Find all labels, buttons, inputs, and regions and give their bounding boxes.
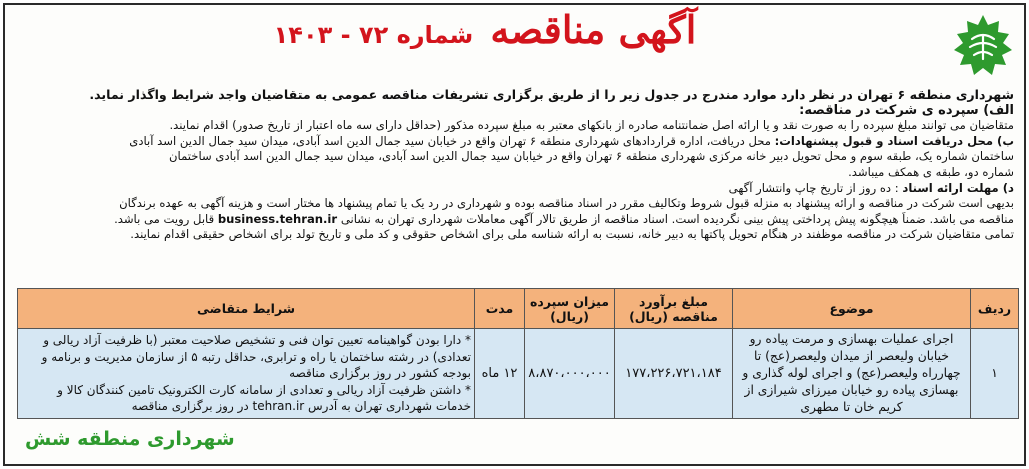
section-b-line3: شماره دو، طبقه ی همکف میباشد.	[848, 164, 1014, 179]
business-url-link[interactable]: business.tehran.ir	[217, 211, 338, 226]
header-conditions: شرایط متقاضی	[18, 289, 475, 329]
section-b-line2: ساختمان شماره یک، طبقه سوم و محل تحویل دبیر خانه مرکزی شهرداری منطقه ۶ تهران واقع در خیابان سید جمال الدین اسد آبادی، میدان سید جمال الدین اسد آبادی ساختمان	[169, 149, 1014, 164]
section-a-text: متقاضیان می توانند مبلغ سپرده را به صورت نقد و یا ارائه اصل ضمانتنامه صادره از بانکهای معتبر به مبلغ سپرده مذکور (حداقل دارای سه ماه اعتبار از تاریخ صدور) اقدام نمایند.	[169, 118, 1014, 133]
tender-table	[17, 288, 1019, 419]
tehran-municipality-logo-icon	[950, 13, 1016, 79]
notice-body	[17, 87, 1014, 243]
section-c-line	[17, 181, 1014, 197]
title-number: شماره ۷۲ - ۱۴۰۳	[273, 21, 474, 49]
header-subject: موضوع	[733, 289, 971, 329]
condition-1: * دارا بودن گواهینامه تعیین توان فنی و تشخیص صلاحیت معتبر (با ظرفیت آزاد ریالی و تعدادی) در رشته ساختمان یا راه و ترابری، حداقل رتبه ۵ از سازمان مدیریت و برنامه و بودجه کشور در روز برگزاری مناقصه	[41, 333, 471, 381]
section-b-text: محل دریافت، اداره قراردادهای شهرداری منطقه ۶ تهران واقع در خیابان سید جمال الدین اسد آبادی، میدان سید جمال الدین اسد آبادی	[129, 133, 771, 148]
para1-line2b: قابل رویت می باشد.	[114, 211, 215, 226]
title-main: آگهی مناقصه	[490, 7, 697, 52]
tender-notice	[3, 3, 1026, 466]
header-estimate: مبلغ برآورد مناقصه (ریال)	[615, 289, 733, 329]
table-header-row	[18, 289, 1019, 329]
cell-conditions	[18, 329, 475, 419]
cell-subject: اجرای عملیات بهسازی و مرمت پیاده رو خیابان ولیعصر از میدان ولیعصر(عج) تا چهارراه ولیعصر(عج) و اجرای لوله گذاری و بهسازی پیاده رو خیابان میرزای شیرازی از کریم خان تا مطهری	[733, 329, 971, 419]
section-a-title: الف) سپرده ی شرکت در مناقصه:	[799, 102, 1014, 118]
header-duration: مدت	[475, 289, 525, 329]
para1-line2	[17, 212, 1014, 228]
section-b-line1	[17, 134, 1014, 150]
header-deposit: میزان سپرده (ریال)	[525, 289, 615, 329]
table-row	[18, 329, 1019, 419]
para1-line1: بدیهی است شرکت در مناقصه و ارائه پیشنهاد به منزله قبول شروط وتکالیف مقرر در اسناد مناقصه بوده و شهرداری در رد یک یا تمام پیشنهاد ها مختار است و هزینه آگهی به عهده برندگان	[119, 196, 1014, 211]
section-b-title: ب) محل دریافت اسناد و قبول پیشنهادات:	[774, 133, 1014, 148]
condition-2: * داشتن ظرفیت آزاد ریالی و تعدادی از سامانه کارت الکترونیک تامین کنندگان کالا و خدمات شهرداری تهران به آدرس tehran.ir در روز برگزاری مناقصه	[57, 382, 471, 414]
cell-estimate: ۱۷۷،۲۲۶،۷۲۱،۱۸۴	[615, 329, 733, 419]
para2: تمامی متقاضیان شرکت در مناقصه موظفند در هنگام تحویل پاکتها به دبیر خانه، نسبت به ارائه شناسه ملی برای اشخاص حقوقی و کد ملی و تاریخ تولد برای اشخاص حقیقی اقدام نمایند.	[130, 227, 1014, 242]
notice-title	[205, 7, 765, 52]
footer-signature: شهرداری منطقه شش	[25, 428, 235, 450]
section-c-title: د) مهلت ارائه اسناد	[902, 180, 1014, 195]
section-c-text: : ده روز از تاریخ چاپ وانتشار آگهی	[728, 180, 899, 195]
cell-row: ۱	[971, 329, 1019, 419]
cell-deposit: ۸،۸۷۰،۰۰۰،۰۰۰	[525, 329, 615, 419]
intro-paragraph: شهرداری منطقه ۶ تهران در نظر دارد موارد مندرج در جدول زیر را از طریق برگزاری تشریفات مناقصه عمومی به متقاضیان واجد شرایط واگذار نماید.	[89, 87, 1014, 102]
para1-line2a: مناقصه می باشد. ضمناً هیچگونه پیش پرداختی پیش بینی نگردیده است. اسناد مناقصه از طریق تالار آگهی معاملات شهرداری تهران به نشانی	[340, 211, 1014, 226]
header-row: ردیف	[971, 289, 1019, 329]
cell-duration: ۱۲ ماه	[475, 329, 525, 419]
